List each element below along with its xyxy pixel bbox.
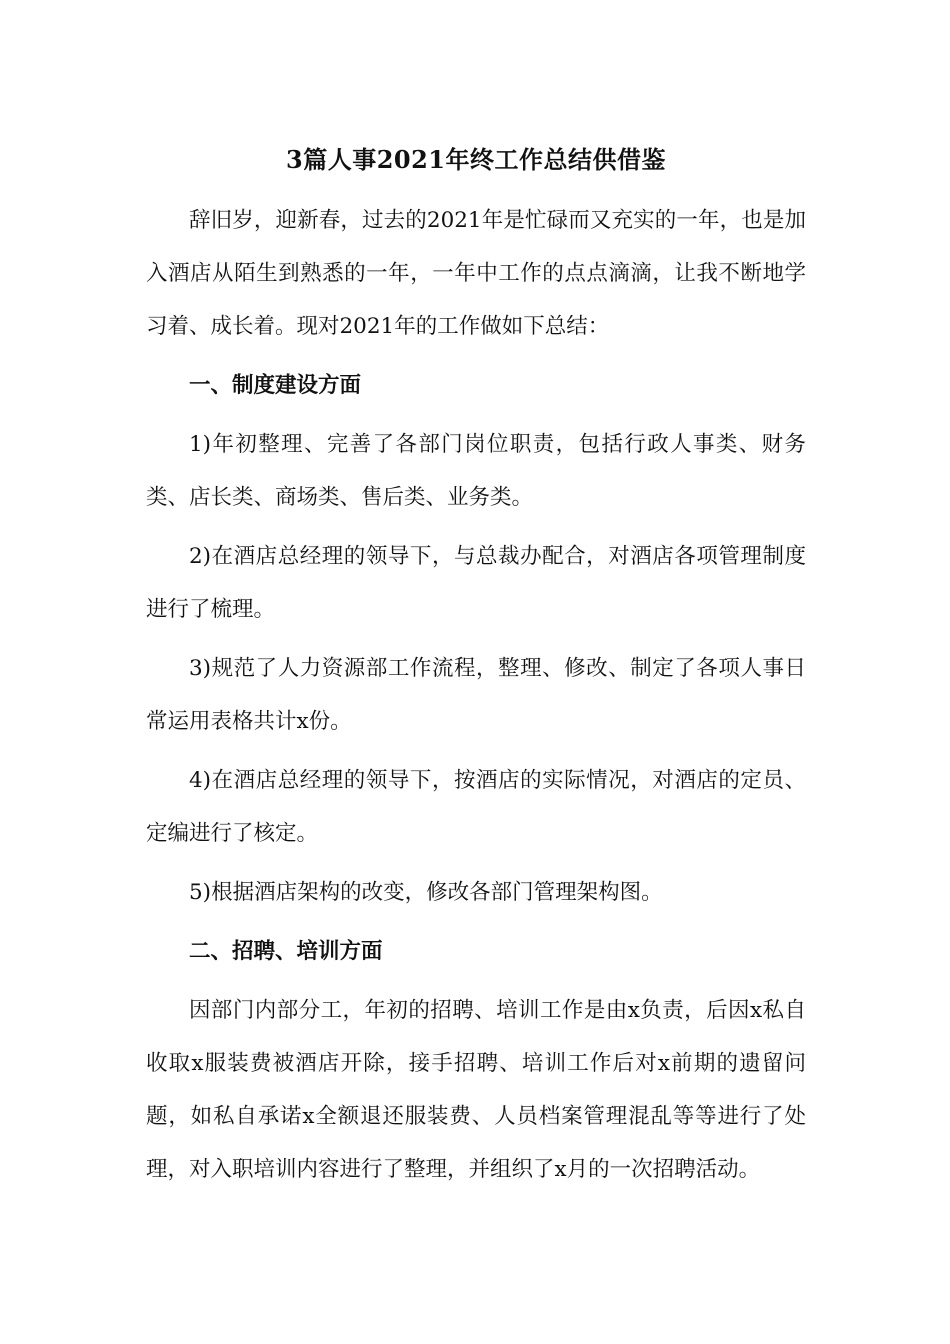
list-item-3: 3)规范了人力资源部工作流程，整理、修改、制定了各项人事日常运用表格共计x份。 [146,656,806,734]
list-item-1: 1)年初整理、完善了各部门岗位职责，包括行政人事类、财务类、店长类、商场类、售后类、业务类。 [146,432,806,510]
document-body [146,136,806,1202]
recruitment-paragraph: 因部门内部分工，年初的招聘、培训工作是由x负责，后因x私自收取x服装费被酒店开除，接手招聘、培训工作后对x前期的遗留问题，如私自承诺x全额退还服装费、人员档案管理混乱等等进行了处理，对入职培训内容进行了整理，并组织了x月的一次招聘活动。 [146,998,806,1182]
section-heading-system: 一、制度建设方面 [189,373,362,398]
list-item-5: 5)根据酒店架构的改变，修改各部门管理架构图。 [189,880,663,905]
document-title: 3篇人事2021年终工作总结供借鉴 [286,145,666,174]
list-item-2: 2)在酒店总经理的领导下，与总裁办配合，对酒店各项管理制度进行了梳理。 [146,544,806,622]
list-item-4: 4)在酒店总经理的领导下，按酒店的实际情况，对酒店的定员、定编进行了核定。 [146,768,806,846]
intro-paragraph: 辞旧岁，迎新春，过去的2021年是忙碌而又充实的一年，也是加入酒店从陌生到熟悉的一年，一年中工作的点点滴滴，让我不断地学习着、成长着。现对2021年的工作做如下总结： [146,208,806,339]
section-heading-recruitment: 二、招聘、培训方面 [189,939,383,964]
